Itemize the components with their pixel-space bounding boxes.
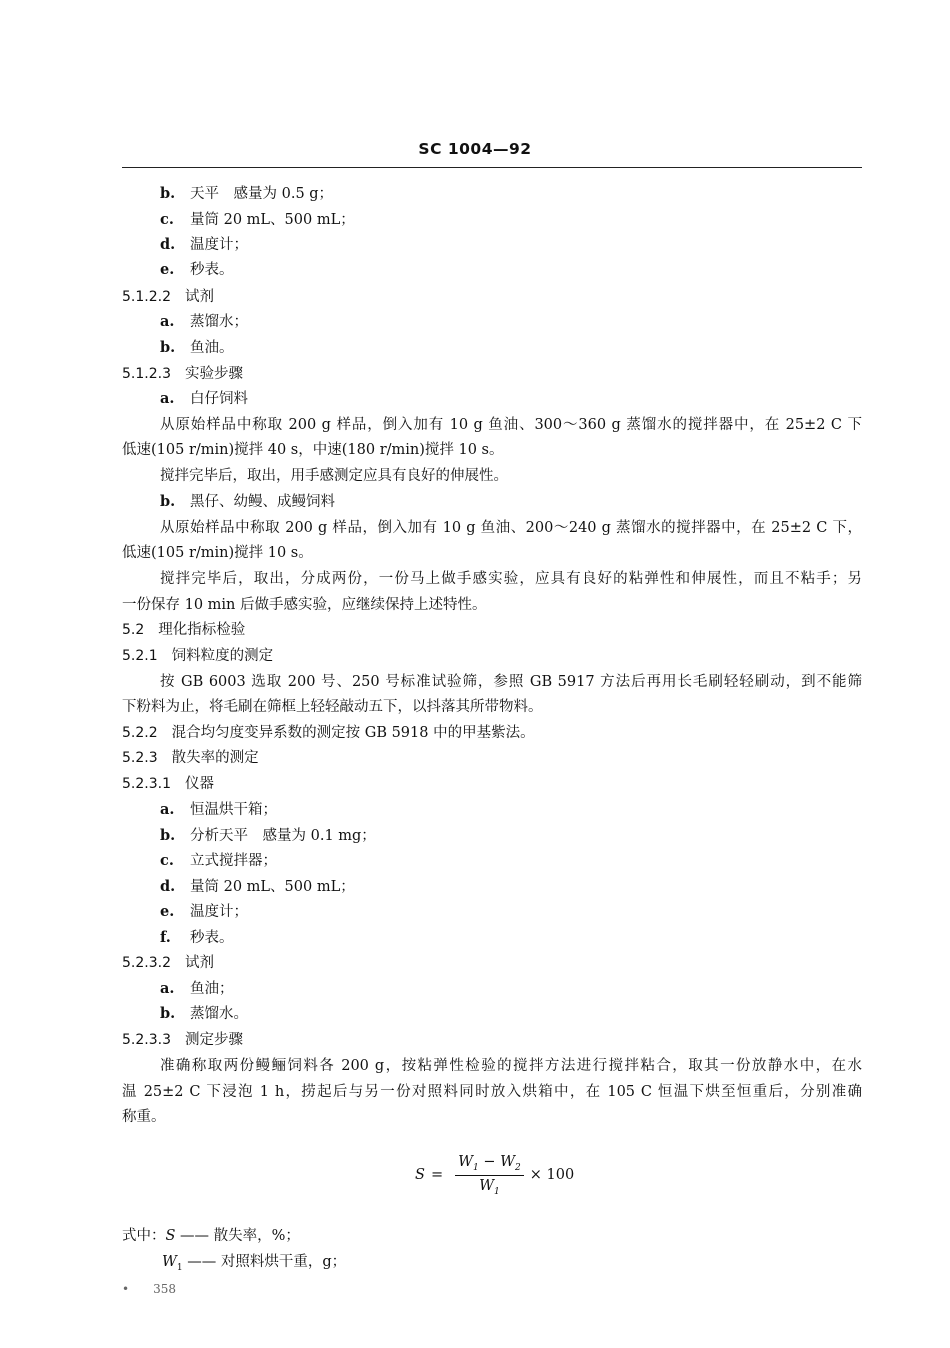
section-heading-5-1-2-2 [122,287,214,307]
list-item [160,902,248,922]
section-heading-5-2-2 [122,723,535,743]
section-title: 混合均匀度变异系数的测定按 GB 5918 中的甲基紫法。 [171,725,535,741]
section-number: 5.2.3 [122,750,158,766]
item-text: 天平 感量为 0.5 g； [190,186,334,202]
fraction-numerator [455,1154,524,1176]
paragraph-line: 温 25±2 C 下浸泡 1 h，捞起后与另一份对照料同时放入烘箱中，在 105 C 恒温下烘至恒重后，分别准确 [122,1084,862,1100]
section-heading-5-2-1 [122,646,273,666]
item-label: b. [160,493,176,510]
item-text: 鱼油； [190,981,234,997]
list-item [160,492,335,512]
section-number: 5.2.3.3 [122,1032,171,1048]
item-text: 量筒 20 mL、500 mL； [190,879,355,895]
item-label: a. [160,313,175,330]
section-title: 试剂 [184,955,214,971]
item-text: 白仔饲料 [190,391,248,407]
list-item [160,210,355,230]
section-number: 5.2 [122,622,145,638]
paragraph-line: 从原始样品中称取 200 g 样品，倒入加有 10 g 鱼油、300～360 g 蒸馏水的搅拌器中，在 25±2 C 下 [160,417,862,433]
page-footer [122,1282,176,1296]
formula-times: × 100 [529,1167,575,1183]
where-prefix: 式中： [122,1228,166,1244]
paragraph-line: 低速(105 r/min)搅拌 10 s。 [122,545,313,561]
item-label: b. [160,1005,176,1022]
where-w1-desc: —— 对照料烘干重，g； [182,1254,347,1270]
section-number: 5.2.3.1 [122,776,171,792]
item-text: 鱼油。 [190,340,234,356]
item-text: 立式搅拌器； [190,853,277,869]
item-text: 蒸馏水。 [190,1006,248,1022]
item-label: d. [160,878,176,895]
section-heading-5-1-2-3 [122,364,243,384]
item-label: a. [160,801,175,818]
where-w1 [162,1252,346,1278]
section-title: 试剂 [184,289,214,305]
list-item [160,338,234,358]
paragraph-line: 低速(105 r/min)搅拌 40 s，中速(180 r/min)搅拌 10 s。 [122,442,504,458]
item-text: 温度计； [190,237,248,253]
paragraph-line: 准确称取两份鳗鲡饲料各 200 g，按粘弹性检验的搅拌方法进行搅拌粘合，取其一份放静水中，在水 [160,1058,862,1074]
item-label: b. [160,339,176,356]
item-text: 分析天平 感量为 0.1 mg； [190,828,376,844]
section-heading-5-2-3-1 [122,774,214,794]
numerator-w-subscript: 1 [473,1162,479,1173]
list-item [160,826,376,846]
section-title: 实验步骤 [184,366,243,382]
paragraph-line: 按 GB 6003 选取 200 号、250 号标准试验筛，参照 GB 5917 方法后再用长毛刷轻轻刷动，到不能筛 [160,674,862,690]
numerator-w2-subscript: 2 [515,1162,521,1173]
list-item [160,800,277,820]
footer-dot: • [122,1282,130,1296]
header-rule [122,167,862,168]
item-text: 温度计； [190,904,248,920]
section-heading-5-2 [122,620,245,640]
where-w1-symbol: W [162,1254,177,1270]
section-heading-5-2-3 [122,748,259,768]
section-number: 5.1.2.3 [122,366,171,382]
formula-fraction [455,1154,524,1197]
item-label: d. [160,236,176,253]
item-label: a. [160,390,175,407]
item-text: 秒表。 [190,262,234,278]
paragraph-line: 一份保存 10 min 后做手感实验，应继续保持上述特性。 [122,597,487,613]
where-s [122,1226,300,1246]
formula-equals: = [430,1167,444,1183]
section-title: 测定步骤 [184,1032,243,1048]
section-number: 5.2.3.2 [122,955,171,971]
item-label: f. [160,929,171,946]
denominator-w-subscript: 1 [494,1186,500,1197]
formula [415,1150,574,1200]
section-title: 饲料粒度的测定 [171,648,274,664]
item-text: 蒸馏水； [190,314,248,330]
fraction-denominator [479,1176,500,1197]
paragraph-line: 从原始样品中称取 200 g 样品，倒入加有 10 g 鱼油、200～240 g 蒸馏水的搅拌器中，在 25±2 C 下， [160,520,862,536]
item-label: c. [160,211,174,228]
numerator-w2: W [500,1153,516,1170]
paragraph-line: 下粉料为止，将毛刷在筛框上轻轻敲动五下，以抖落其所带物料。 [122,699,543,715]
section-number: 5.1.2.2 [122,289,171,305]
section-title: 仪器 [184,776,214,792]
item-text: 恒温烘干箱； [190,802,277,818]
item-text: 秒表。 [190,930,234,946]
list-item [160,877,355,897]
section-title: 散失率的测定 [171,750,259,766]
list-item [160,851,277,871]
where-s-desc: —— 散失率，%； [175,1228,300,1244]
paragraph-line: 搅拌完毕后，取出，用手感测定应具有良好的伸展性。 [160,468,508,484]
where-s-symbol: S [165,1228,176,1244]
item-label: c. [160,852,174,869]
list-item [160,979,234,999]
list-item [160,312,248,332]
list-item [160,928,234,948]
section-number: 5.2.2 [122,725,158,741]
item-label: b. [160,827,176,844]
where-w1-subscript: 1 [176,1262,183,1273]
item-text: 黑仔、幼鳗、成鳗饲料 [190,494,335,510]
section-heading-5-2-3-3 [122,1030,243,1050]
list-item [160,260,234,280]
item-text: 量筒 20 mL、500 mL； [190,212,355,228]
denominator-w: W [479,1177,494,1194]
paragraph-line: 称重。 [122,1109,166,1125]
list-item [160,389,248,409]
paragraph-line: 搅拌完毕后，取出，分成两份，一份马上做手感实验，应具有良好的粘弹性和伸展性，而且不粘手；另 [160,571,862,587]
item-label: e. [160,261,175,278]
formula-lhs: S [415,1167,425,1183]
list-item [160,235,248,255]
page-header-code: SC 1004—92 [418,140,532,158]
list-item [160,1004,248,1024]
item-label: a. [160,980,175,997]
numerator-minus: − [478,1153,501,1170]
item-label: b. [160,185,176,202]
section-number: 5.2.1 [122,648,158,664]
numerator-w: W [458,1153,473,1170]
page-number: 358 [153,1282,176,1296]
section-title: 理化指标检验 [158,622,246,638]
section-heading-5-2-3-2 [122,953,214,973]
item-label: e. [160,903,175,920]
list-item [160,184,333,204]
